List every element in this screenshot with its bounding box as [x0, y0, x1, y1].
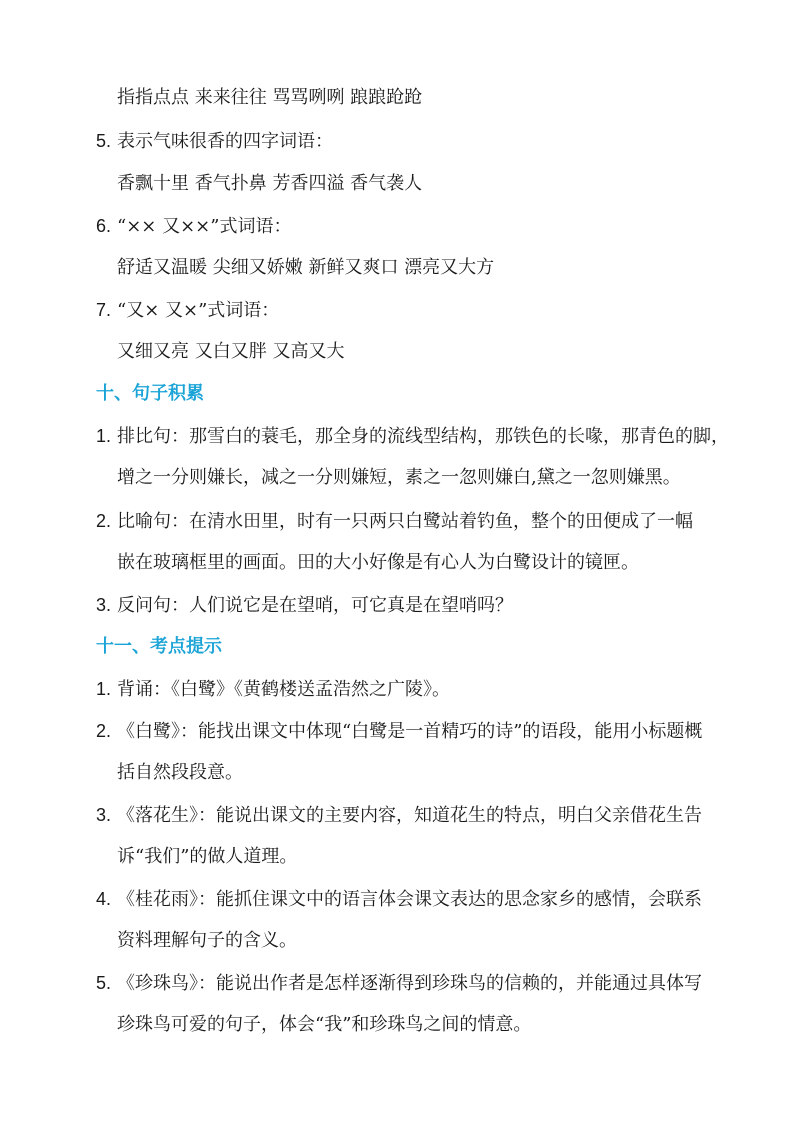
item-text-continuation: 珍珠鸟可爱的句子，体会“我”和珍珠鸟之间的情意。 — [117, 1014, 532, 1035]
list-item — [96, 887, 702, 912]
section-heading: 十、句子积累 — [96, 383, 204, 404]
item-text: 《珍珠鸟》：能说出作者是怎样逐渐得到珍珠鸟的信赖的，并能通过具体写 — [117, 973, 703, 994]
section-heading: 十一、考点提示 — [96, 636, 222, 657]
item-number: 5. — [96, 131, 112, 151]
item-number: 5. — [96, 973, 112, 993]
word-list-line: 又细又亮 又白又胖 又高又大 — [117, 341, 345, 362]
list-item — [96, 593, 513, 618]
item-number: 7. — [96, 300, 112, 320]
list-item — [96, 424, 729, 449]
word-list-line: 香飘十里 香气扑鼻 芳香四溢 香气袭人 — [117, 173, 423, 194]
item-number: 2. — [96, 721, 112, 741]
list-item — [96, 509, 693, 534]
item-text-continuation: 诉“我们”的做人道理。 — [117, 846, 298, 867]
item-text: 《落花生》：能说出课文的主要内容，知道花生的特点，明白父亲借花生告 — [117, 805, 703, 826]
item-text-continuation: 嵌在玻璃框里的画面。田的大小好像是有心人为白鹭设计的镜匣。 — [117, 552, 639, 573]
item-number: 6. — [96, 216, 112, 236]
item-title: “又× 又×”式词语： — [117, 300, 280, 321]
item-text: 比喻句：在清水田里，时有一只两只白鹭站着钓鱼，整个的田便成了一幅 — [117, 511, 694, 532]
item-number: 3. — [96, 805, 112, 825]
list-item — [96, 971, 702, 996]
item-number: 4. — [96, 889, 112, 909]
item-text: 背诵：《白鹭》《黄鹤楼送孟浩然之广陵》。 — [117, 679, 451, 700]
word-list-line: 指指点点 来来往往 骂骂咧咧 踉踉跄跄 — [117, 87, 423, 108]
item-text: 排比句：那雪白的蓑毛，那全身的流线型结构，那铁色的长喙，那青色的脚， — [117, 426, 730, 447]
list-item — [96, 803, 702, 828]
list-item-6 — [96, 214, 291, 239]
list-item-5 — [96, 129, 333, 154]
item-text: 《白鹭》：能找出课文中体现“白鹭是一首精巧的诗”的语段，能用小标题概 — [117, 721, 703, 742]
item-title: “×× 又××”式词语： — [117, 216, 292, 237]
item-text-continuation: 资料理解句子的含义。 — [117, 930, 297, 951]
list-item — [96, 677, 450, 702]
item-number: 1. — [96, 679, 112, 699]
item-title: 表示气味很香的四字词语： — [117, 131, 334, 152]
word-list-line: 舒适又温暖 尖细又娇嫩 新鲜又爽口 漂亮又大方 — [117, 257, 495, 278]
item-number: 3. — [96, 595, 112, 615]
item-text-continuation: 增之一分则嫌长，减之一分则嫌短，素之一忽则嫌白,黛之一忽则嫌黑。 — [117, 467, 681, 488]
list-item-7 — [96, 298, 279, 323]
list-item — [96, 719, 702, 744]
item-text: 反问句：人们说它是在望哨，可它真是在望哨吗？ — [117, 595, 514, 616]
item-number: 1. — [96, 426, 112, 446]
item-number: 2. — [96, 511, 112, 531]
item-text: 《桂花雨》：能抓住课文中的语言体会课文表达的思念家乡的感情，会联系 — [117, 889, 703, 910]
item-text-continuation: 括自然段段意。 — [117, 762, 243, 783]
